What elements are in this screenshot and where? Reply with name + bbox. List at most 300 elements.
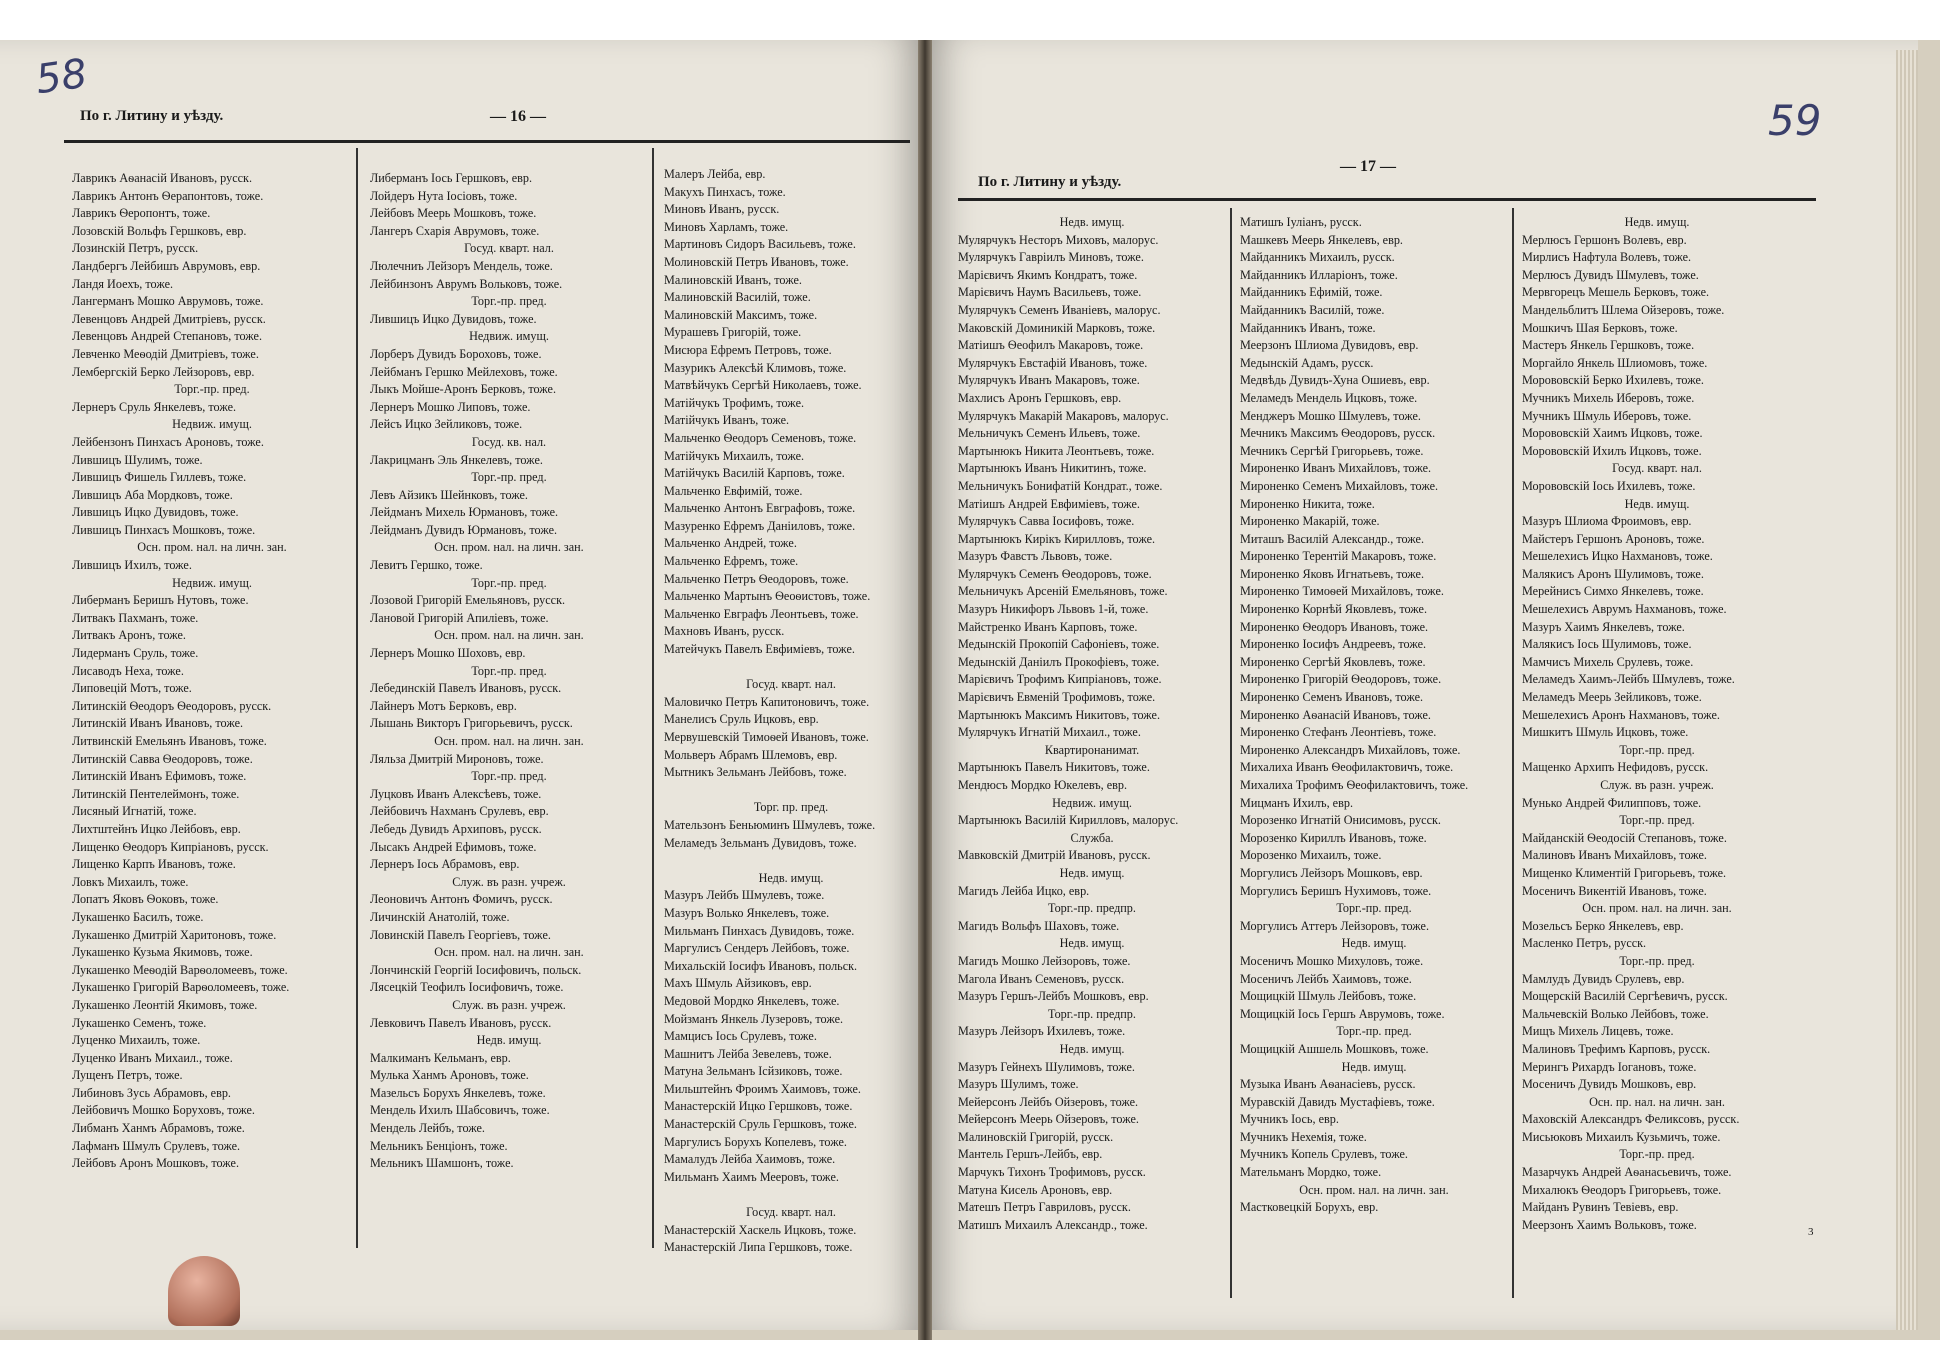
left-column-divider-1 [356,148,358,1248]
list-entry: Мандельблитъ Шлема Ойзеровъ, тоже. [1522,302,1725,317]
list-entry: Мазарчукъ Андрей Аѳанасьевичъ, тоже. [1522,1165,1732,1180]
right-page [928,40,1918,1330]
list-entry: Лановой Григорій Апиліевъ, тоже. [370,610,549,625]
list-entry: Литвакъ Пахманъ, тоже. [72,610,199,625]
section-heading: Торг.-пр. пред. [1619,742,1695,757]
list-entry: Лысакъ Андрей Ефимовъ, тоже. [370,839,537,854]
list-entry: Муравскій Давидъ Мустафіевъ, тоже. [1240,1094,1435,1109]
section-heading: Госуд. кварт. нал. [1612,461,1702,476]
section-heading: Госуд. кварт. нал. [464,241,554,256]
list-entry: Мироненко Иванъ Михайловъ, тоже. [1240,461,1432,476]
section-heading: Недв. имущ. [1341,936,1407,951]
list-entry: Лембергскій Берко Лейзоровъ, евр. [72,364,255,379]
list-entry: Мулярчукъ Евстафій Ивановъ, тоже. [958,355,1148,370]
section-heading: Недв. имущ. [476,1033,542,1048]
list-entry: Личинскій Анатолій, тоже. [370,909,510,924]
list-entry: Мазурикъ Алексѣй Климовъ, тоже. [664,360,847,375]
list-entry: Медынскій Прокопій Сафоніевъ, тоже. [958,637,1160,652]
list-entry: Ляльза Дмитрій Мироновъ, тоже. [370,751,544,766]
list-entry: Мендель Лейбъ, тоже. [370,1121,485,1136]
list-entry: Лившицъ Ихилъ, тоже. [72,558,192,573]
list-entry: Махлисъ Аронъ Гершковъ, евр. [958,390,1122,405]
list-entry: Лыкъ Мойше-Аронъ Берковъ, тоже. [370,382,557,397]
list-entry: Мамалудъ Лейба Хаимовъ, тоже. [664,1152,836,1167]
section-heading: Осн. пром. нал. на личн. зан. [434,945,584,960]
list-entry: Магидъ Лейба Ицко, евр. [958,883,1090,898]
section-heading: Осн. пр. нал. на личн. зан. [1589,1094,1725,1109]
list-entry: Матіишъ Андрей Евфиміевъ, тоже. [958,496,1140,511]
list-entry: Лаврикъ Ѳеропонтъ, тоже. [72,206,211,221]
list-entry: Литинскій Савва Ѳеодоровъ, тоже. [72,751,253,766]
list-entry: Мироненко Семенъ Ивановъ, тоже. [1240,690,1424,705]
list-entry: Морововскій Хаимъ Ицковъ, тоже. [1522,426,1703,441]
list-entry: Малякисъ Аронъ Шулимовъ, тоже. [1522,566,1704,581]
list-entry: Михалюкъ Ѳеодоръ Григорьевъ, тоже. [1522,1182,1722,1197]
list-entry: Мазуръ Гейнехъ Шулимовъ, тоже. [958,1059,1135,1074]
section-heading: Служ. въ разн. учреж. [452,997,566,1012]
list-entry: Магидъ Вольфъ Шаховъ, тоже. [958,918,1120,933]
list-entry: Моргулисъ Аттеръ Лейзоровъ, тоже. [1240,918,1429,933]
list-entry: Мироненко Стефанъ Леонтіевъ, тоже. [1240,725,1437,740]
list-entry: Меламедъ Зельманъ Дувидовъ, тоже. [664,835,857,850]
list-entry: Литвинскій Емельянъ Ивановъ, тоже. [72,734,267,748]
list-entry: Лернеръ Мошко Шоховъ, евр. [370,646,526,661]
section-heading: Госуд. кварт. нал. [746,1205,836,1220]
handwritten-page-number-right: 59 [1768,96,1822,145]
list-entry: Мучникъ Шмуль Иберовъ, тоже. [1522,408,1692,423]
list-entry: Ловкъ Михаилъ, тоже. [72,874,189,889]
left-column-3 [664,166,918,1257]
section-heading: Торг.-пр. пред. [1619,1147,1695,1162]
list-entry: Мартынюкъ Максимъ Никитовъ, тоже. [958,707,1160,722]
list-entry: Мироненко Аѳанасій Ивановъ, тоже. [1240,707,1431,722]
list-entry: Майданскій Ѳеодосій Степановъ, тоже. [1522,830,1727,845]
list-entry: Масленко Петръ, русск. [1522,936,1647,951]
list-entry: Лившицъ Ицко Дувидовъ, тоже. [370,311,537,326]
list-entry: Мольверъ Абрамъ Шлемовъ, евр. [664,747,838,762]
thumb [168,1256,240,1326]
list-entry: Лаврикъ Антонъ Ѳерапонтовъ, тоже. [72,188,264,203]
list-entry: Мендюсъ Мордко Юкелевъ, евр. [958,778,1128,792]
list-entry: Мельничукъ Бонифатій Кондрат., тоже. [958,478,1163,493]
list-entry: Марієвичъ Якимъ Кондратъ, тоже. [958,267,1138,282]
footnote-mark: 3 [1808,1226,1814,1238]
right-page-number: — 17 — [1340,158,1396,175]
list-entry: Мервушевскій Тимоѳей Ивановъ, тоже. [664,730,869,744]
list-entry: Меерзонъ Шлиома Дувидовъ, евр. [1240,338,1419,353]
list-entry: Молиновскій Петръ Ивановъ, тоже. [664,254,849,269]
list-entry: Малиновскій Максимъ, тоже. [664,307,818,322]
section-heading: Недв. имущ. [758,870,824,885]
list-entry: Мироненко Іосифъ Андреевъ, тоже. [1240,637,1427,652]
list-entry: Мельничукъ Арсеній Емельяновъ, тоже. [958,584,1168,599]
list-entry: Мироненко Григорій Ѳеодоровъ, тоже. [1240,672,1442,687]
list-entry: Мальчевскій Волько Лейбовъ, тоже. [1522,1006,1709,1021]
list-entry: Ловинскій Павелъ Георгіевъ, тоже. [370,927,551,942]
list-entry: Мальченко Ефремъ, тоже. [664,554,799,569]
list-entry: Малеръ Лейба, евр. [664,167,766,181]
list-entry: Мейерсонъ Лейбъ Ойзеровъ, тоже. [958,1094,1139,1109]
list-entry: Левченко Меѳодій Дмитріевъ, тоже. [72,346,259,361]
list-entry: Лайнеръ Мотъ Берковъ, евр. [370,698,517,713]
list-entry: Лившицъ Ицко Дувидовъ, тоже. [72,505,239,520]
section-heading: Торг.-пр. пред. [471,294,547,309]
list-entry: Морозенко Кириллъ Ивановъ, тоже. [1240,830,1427,845]
list-entry: Малиновъ Иванъ Михайловъ, тоже. [1522,848,1707,863]
book-gutter [918,40,932,1340]
list-entry: Мервгорецъ Мешель Берковъ, тоже. [1522,285,1710,300]
list-entry: Миновъ Харламъ, тоже. [664,219,789,234]
list-entry: Мощицкій Шмуль Лейбовъ, тоже. [1240,989,1417,1004]
list-entry: Левъ Айзикъ Шейнковъ, тоже. [370,487,528,502]
list-entry: Майданникъ Иванъ, тоже. [1240,320,1376,335]
list-entry: Литинскій Пентелеймонъ, тоже. [72,786,240,801]
list-entry: Матишъ Іуліанъ, русск. [1240,215,1362,229]
list-entry: Литинскій Иванъ Ивановъ, тоже. [72,716,244,731]
section-heading: Служ. въ разн. учреж. [452,874,566,889]
list-entry: Лернеръ Мошко Липовъ, тоже. [370,399,531,414]
list-entry: Мурашевъ Григорій, тоже. [664,325,802,340]
section-heading: Квартиронанимат. [1044,742,1140,757]
list-entry: Луценко Михаилъ, тоже. [72,1033,201,1048]
list-entry: Махъ Шмуль Айзиковъ, евр. [664,976,812,991]
right-header-rule [958,198,1816,201]
list-entry: Мазуръ Шлиома Фроимовъ, евр. [1522,514,1692,529]
list-entry: Лозовой Григорій Емельяновъ, русск. [370,593,566,608]
list-entry: Меламедъ Меерь Зейликовъ, тоже. [1522,690,1702,705]
list-entry: Мартынюкъ Никита Леонтьевъ, тоже. [958,443,1155,458]
list-entry: Лисаводъ Неха, тоже. [72,663,184,678]
list-entry: Малиновскій Григорій, русск. [958,1129,1114,1144]
left-header-rule [64,140,910,143]
list-entry: Литинскій Иванъ Ефимовъ, тоже. [72,769,247,784]
list-entry: Матійчукъ Михаилъ, тоже. [664,448,805,463]
list-entry: Мучникъ Михель Иберовъ, тоже. [1522,390,1695,405]
handwritten-page-number-left: 58 [33,50,90,104]
section-heading: Осн. пром. нал. на личн. зан. [1299,1182,1449,1197]
section-heading: Недв. имущ. [1059,215,1125,229]
list-entry: Мазуръ Волько Янкелевъ, тоже. [664,905,830,920]
list-entry: Мельникъ Бенціонъ, тоже. [370,1138,508,1153]
list-entry: Мазуренко Ефремъ Даніиловъ, тоже. [664,518,856,533]
section-heading: Недвиж. имущ. [172,575,252,590]
section-heading: Недвиж. имущ. [1052,795,1132,810]
list-entry: Мироненко Терентій Макаровъ, тоже. [1240,549,1437,564]
list-entry: Матуна Кисель Ароновъ, евр. [958,1182,1113,1197]
list-entry: Мендель Ихилъ Шабсовичъ, тоже. [370,1103,550,1118]
list-entry: Лищенко Ѳеодоръ Кипріановъ, русск. [72,839,269,854]
list-entry: Мосеничъ Викентій Ивановъ, тоже. [1522,883,1707,898]
list-entry: Миташъ Василій Александр., тоже. [1240,531,1424,546]
list-entry: Липовецій Мотъ, тоже. [72,681,192,696]
section-heading: Торг.-пр. пред. [1619,813,1695,828]
list-entry: Лозовскій Вольфъ Гершковъ, евр. [72,223,247,238]
left-column-2 [370,170,648,1173]
list-entry: Мавковскій Дмитрій Ивановъ, русск. [958,848,1151,863]
list-entry: Либерманъ Іось Гершковъ, евр. [370,171,533,185]
list-entry: Мироненко Александръ Михайловъ, тоже. [1240,742,1461,757]
list-entry: Лебедь Дувидъ Архиповъ, русск. [370,821,542,836]
list-entry: Либерманъ Беришъ Нутовъ, тоже. [72,593,249,608]
section-heading: Недв. имущ. [1059,1041,1125,1056]
list-entry: Миновъ Иванъ, русск. [664,202,780,217]
list-entry: Мастковецкій Борухъ, евр. [1240,1200,1379,1215]
right-column-2 [1240,214,1508,1217]
list-entry: Лейбовъ Аронъ Мошковъ, тоже. [72,1156,239,1171]
list-entry: Мательзонъ Беньюминъ Шмулевъ, тоже. [664,817,876,832]
list-entry: Майданникъ Михаилъ, русск. [1240,250,1395,265]
list-entry: Маловичко Петръ Капитоновичъ, тоже. [664,694,870,709]
left-column-1 [72,170,352,1173]
list-entry: Лившицъ Фишель Гиллевъ, тоже. [72,470,247,485]
section-heading: Торг.-пр. предпр. [1048,1006,1136,1021]
list-entry: Мазуръ Фавстъ Львовъ, тоже. [958,549,1113,564]
list-entry: Мироненко Корнѣй Яковлевъ, тоже. [1240,602,1427,617]
list-entry: Мартынюкъ Павелъ Никитовъ, тоже. [958,760,1150,775]
left-column-divider-2 [652,148,654,1248]
section-heading: Осн. пром. нал. на личн. зан. [137,540,287,555]
list-entry: Мироненко Макарій, тоже. [1240,514,1380,529]
list-entry: Махновъ Иванъ, русск. [664,624,785,639]
list-entry: Мащенко Архипъ Нефидовъ, русск. [1522,760,1709,775]
list-entry: Мазуръ Хаимъ Янкелевъ, тоже. [1522,619,1685,634]
section-heading: Служ. въ разн. учреж. [1600,778,1714,792]
list-entry: Мисьюковъ Михаилъ Кузьмичъ, тоже. [1522,1129,1721,1144]
list-entry: Мальченко Андрей, тоже. [664,536,797,551]
list-entry: Мельничукъ Семенъ Ильевъ, тоже. [958,426,1141,441]
list-entry: Манастерскій Хаскель Ицковъ, тоже. [664,1222,857,1237]
list-entry: Марчукъ Тихонъ Трофимовъ, русск. [958,1165,1146,1180]
list-entry: Мейерсонъ Меерь Ойзеровъ, тоже. [958,1112,1139,1127]
section-heading: Недв. имущ. [1624,496,1690,511]
list-entry: Лернеръ Іось Абрамовъ, евр. [370,857,520,872]
list-entry: Мечникъ Максимъ Ѳеодоровъ, русск. [1240,426,1436,441]
list-entry: Майданникъ Ефимій, тоже. [1240,285,1383,300]
list-entry: Лейбманъ Гершко Мейлеховъ, тоже. [370,364,558,379]
list-entry: Лейбинзонъ Аврумъ Вольковъ, тоже. [370,276,563,291]
right-column-1 [958,214,1226,1234]
section-heading: Осн. пром. нал. на личн. зан. [434,734,584,748]
section-heading: Торг.-пр. пред. [471,769,547,784]
list-entry: Мулярчукъ Несторъ Миховъ, малорус. [958,232,1159,247]
list-entry: Мулярчукъ Игнатій Михаил., тоже. [958,725,1141,740]
list-entry: Манастерскій Ицко Гершковъ, тоже. [664,1099,853,1114]
right-column-3 [1522,214,1792,1234]
list-entry: Мулька Ханмъ Ароновъ, тоже. [370,1068,529,1083]
list-entry: Мазуръ Лейбъ Шмулевъ, тоже. [664,888,825,903]
list-entry: Мамцисъ Іось Срулевъ, тоже. [664,1029,817,1044]
list-entry: Майданъ Рувинъ Тевіевъ, евр. [1522,1200,1679,1215]
list-entry: Мерейнисъ Симхо Янкелевъ, тоже. [1522,584,1704,599]
list-entry: Медынскій Адамъ, русск. [1240,355,1374,370]
list-entry: Мешелехисъ Аврумъ Нахмановъ, тоже. [1522,602,1727,617]
list-entry: Лукашенко Дмитрій Харитоновъ, тоже. [72,927,277,942]
list-entry: Малкиманъ Кельманъ, евр. [370,1050,511,1065]
list-entry: Медовой Мордко Янкелевъ, тоже. [664,993,840,1008]
list-entry: Михалиха Трофимъ Ѳеофилактовичъ, тоже. [1240,778,1469,792]
list-entry: Марієвичъ Наумъ Васильевъ, тоже. [958,285,1142,300]
list-entry: Мамчисъ Михель Срулевъ, тоже. [1522,654,1694,669]
list-entry: Луценко Иванъ Михаил., тоже. [72,1050,233,1065]
list-entry: Мильманъ Хаимъ Мееровъ, тоже. [664,1169,839,1184]
list-entry: Макухъ Пинхасъ, тоже. [664,184,786,199]
list-entry: Лейдманъ Михель Юрмановъ, тоже. [370,505,559,520]
list-entry: Морозенко Игнатій Онисимовъ, русск. [1240,813,1441,828]
list-entry: Мартынюкъ Кирікъ Кирилловъ, тоже. [958,531,1156,546]
list-entry: Мамлудъ Дувидъ Срулевъ, евр. [1522,971,1685,986]
list-entry: Матейчукъ Павелъ Евфиміевъ, тоже. [664,642,855,657]
list-entry: Мерлюсъ Дувидъ Шмулевъ, тоже. [1522,267,1699,282]
list-entry: Мулярчукъ Гавріилъ Миновъ, тоже. [958,250,1144,265]
list-entry: Моргулисъ Лейзоръ Мошковъ, евр. [1240,865,1423,880]
list-entry: Левковичъ Павелъ Ивановъ, русск. [370,1015,552,1030]
list-entry: Лейбовичъ Нахманъ Срулевъ, евр. [370,804,549,819]
list-entry: Моргулисъ Беришъ Нухимовъ, тоже. [1240,883,1432,898]
list-entry: Мищенко Климентій Григорьевъ, тоже. [1522,865,1727,880]
list-entry: Меерзонъ Хаимъ Вольковъ, тоже. [1522,1217,1697,1232]
list-entry: Лейбовъ Меерь Мошковъ, тоже. [370,206,537,221]
right-column-divider-2 [1512,208,1514,1298]
list-entry: Морововскій Берко Ихилевъ, тоже. [1522,373,1704,388]
right-column-divider-1 [1230,208,1232,1298]
list-entry: Михалиха Иванъ Ѳеофилактовичъ, тоже. [1240,760,1454,775]
list-entry: Лончинскій Георгій Іосифовичъ, польск. [370,962,582,977]
list-entry: Ландбергъ Лейбишъ Аврумовъ, евр. [72,258,261,273]
list-entry: Мастеръ Янкель Гершковъ, тоже. [1522,338,1695,353]
section-heading: Торг.-пр. пред. [471,663,547,678]
list-entry: Лукашенко Меѳодій Варѳоломеевъ, тоже. [72,962,288,977]
list-entry: Мазуръ Гершъ-Лейбъ Мошковъ, евр. [958,989,1149,1004]
list-entry: Лейбензонъ Пинхасъ Ароновъ, тоже. [72,434,264,449]
list-entry: Мальченко Петръ Ѳеодоровъ, тоже. [664,571,849,586]
list-entry: Лебединскій Павелъ Ивановъ, русск. [370,681,562,696]
list-entry: Марієвичъ Евменій Трофимовъ, тоже. [958,690,1156,705]
list-entry: Лидерманъ Сруль, тоже. [72,646,199,661]
list-entry: Менджеръ Мошко Шмулевъ, тоже. [1240,408,1421,423]
list-entry: Левитъ Гершко, тоже. [370,558,483,573]
list-entry: Манастерскій Липа Гершковъ, тоже. [664,1240,853,1255]
section-heading: Осн. пром. нал. на личн. зан. [1582,901,1732,916]
list-entry: Матуна Зельманъ Ісйзиковъ, тоже. [664,1064,843,1079]
list-entry: Медвѣдь Дувидъ-Хуна Ошиевъ, евр. [1240,373,1430,388]
list-entry: Майстеръ Гершонъ Ароновъ, тоже. [1522,531,1705,546]
list-entry: Мальченко Мартынъ Ѳеоѳистовъ, тоже. [664,589,871,604]
list-entry: Майданникъ Илларіонъ, тоже. [1240,267,1398,282]
list-entry: Лернеръ Сруль Янкелевъ, тоже. [72,399,237,414]
list-entry: Меламедъ Мендель Ицковъ, тоже. [1240,390,1418,405]
list-entry: Марієвичъ Трофимъ Кипріановъ, тоже. [958,672,1162,687]
list-entry: Малякисъ Іось Шулимовъ, тоже. [1522,637,1692,652]
list-entry: Мучникъ Іось, евр. [1240,1112,1339,1127]
list-entry: Лышань Викторъ Григорьевичъ, русск. [370,716,573,731]
list-entry: Мантель Гершъ-Лейбъ, евр. [958,1147,1103,1162]
section-heading [664,1186,918,1204]
list-entry: Мищъ Михель Лицевъ, тоже. [1522,1024,1674,1039]
right-page-header: По г. Литину и уѣзду. [978,174,1122,190]
list-entry: Машнитъ Лейба Зевелевъ, тоже. [664,1046,832,1061]
list-entry: Лопатъ Яковъ Ѳоковъ, тоже. [72,892,219,907]
list-entry: Мильштейнъ Фроимъ Хаимовъ, тоже. [664,1081,861,1096]
section-heading: Торг.-пр. пред. [1619,953,1695,968]
list-entry: Мироненко Семенъ Михайловъ, тоже. [1240,478,1439,493]
list-entry: Лорберъ Дувидъ Бороховъ, тоже. [370,346,542,361]
section-heading: Торг.-пр. пред. [471,575,547,590]
list-entry: Мироненко Никита, тоже. [1240,496,1375,511]
list-entry: Левенцовъ Андрей Дмитріевъ, русск. [72,311,266,326]
list-entry: Музыка Иванъ Аѳанасіевъ, русск. [1240,1077,1416,1092]
list-entry: Мальченко Ѳеодоръ Семеновъ, тоже. [664,430,857,445]
list-entry: Мерингъ Рихардъ Іогановъ, тоже. [1522,1059,1697,1074]
list-entry: Мазуръ Лейзоръ Ихилевъ, тоже. [958,1024,1126,1039]
section-heading: Торг. пр. пред. [753,800,829,815]
list-entry: Мироненко Сергѣй Яковлевъ, тоже. [1240,654,1426,669]
list-entry: Либманъ Ханмъ Абрамовъ, тоже. [72,1121,245,1136]
list-entry: Мосеничъ Мошко Михуловъ, тоже. [1240,953,1424,968]
list-entry: Мироненко Ѳеодоръ Ивановъ, тоже. [1240,619,1429,634]
section-heading: Торг.-пр. предпр. [1048,901,1136,916]
section-heading: Осн. пром. нал. на личн. зан. [434,540,584,555]
list-entry: Мазуръ Шулимъ, тоже. [958,1077,1079,1092]
list-entry: Матешъ Петръ Гавриловъ, русск. [958,1200,1131,1215]
list-entry: Малиновскій Иванъ, тоже. [664,272,802,287]
section-heading: Недв. имущ. [1059,936,1125,951]
section-heading: Недв. имущ. [1624,215,1690,229]
list-entry: Машкевъ Меерь Янкелевъ, евр. [1240,232,1403,247]
list-entry: Магидъ Мошко Лейзоровъ, тоже. [958,953,1131,968]
list-entry: Мощицкій Іось Гершъ Аврумовъ, тоже. [1240,1006,1445,1021]
section-heading: Служба. [1070,830,1114,845]
list-entry: Мартынюкъ Василій Кирилловъ, малорус. [958,813,1179,828]
list-entry: Луцковъ Иванъ Алексѣевъ, тоже. [370,786,542,801]
list-entry: Лукашенко Леонтій Якимовъ, тоже. [72,997,258,1012]
list-entry: Лившицъ Аба Мордковъ, тоже. [72,487,233,502]
list-entry: Малиновскій Василій, тоже. [664,290,811,305]
list-entry: Мучникъ Копель Срулевъ, тоже. [1240,1147,1408,1162]
list-entry: Мулярчукъ Семенъ Иваніевъ, малорус. [958,302,1161,317]
list-entry: Мильманъ Пинхасъ Дувидовъ, тоже. [664,923,855,938]
list-entry: Лакрицманъ Эль Янкелевъ, тоже. [370,452,543,467]
list-entry: Литинскій Ѳеодоръ Ѳеодоровъ, русск. [72,698,272,713]
list-entry: Лукашенко Семенъ, тоже. [72,1015,207,1030]
list-entry: Леоновичъ Антонъ Фомичъ, русск. [370,892,553,907]
list-entry: Мироненко Яковъ Игнатьевъ, тоже. [1240,566,1424,581]
list-entry: Мешелехисъ Ицко Нахмановъ, тоже. [1522,549,1713,564]
list-entry: Мулярчукъ Семенъ Ѳеодоровъ, тоже. [958,566,1152,581]
list-entry: Лозинскій Петръ, русск. [72,241,199,256]
list-entry: Маковскій Доминикій Марковъ, тоже. [958,320,1156,335]
list-entry: Мерлюсъ Гершонъ Волевъ, евр. [1522,232,1687,247]
list-entry: Лойдеръ Нута Іосіовъ, тоже. [370,188,518,203]
list-entry: Мечникъ Сергѣй Григорьевъ, тоже. [1240,443,1424,458]
list-entry: Мулярчукъ Иванъ Макаровъ, тоже. [958,373,1140,388]
left-page-header: По г. Литину и уѣзду. [80,108,224,124]
section-heading: Госуд. кварт. нал. [746,677,836,692]
section-heading [664,782,918,800]
list-entry: Лисяный Игнатій, тоже. [72,804,197,819]
list-entry: Матишъ Михаилъ Александр., тоже. [958,1217,1148,1232]
list-entry: Мосеничъ Лейбъ Хаимовъ, тоже. [1240,971,1412,986]
list-entry: Майстренко Иванъ Карповъ, тоже. [958,619,1138,634]
list-entry: Матвѣйчукъ Сергѣй Николаевъ, тоже. [664,378,862,393]
list-entry: Лейдманъ Дувидъ Юрмановъ, тоже. [370,522,558,537]
list-entry: Матіишъ Ѳеофилъ Макаровъ, тоже. [958,338,1144,353]
list-entry: Мулярчукъ Макарій Макаровъ, малорус. [958,408,1169,423]
list-entry: Мытникъ Зельманъ Лейбовъ, тоже. [664,765,847,780]
list-entry: Лангерманъ Мошко Аврумовъ, тоже. [72,294,264,309]
list-entry: Левенцовъ Андрей Степановъ, тоже. [72,329,262,344]
list-entry: Мосеничъ Дувидъ Мошковъ, евр. [1522,1077,1697,1092]
list-entry: Мучникъ Нехемія, тоже. [1240,1129,1367,1144]
